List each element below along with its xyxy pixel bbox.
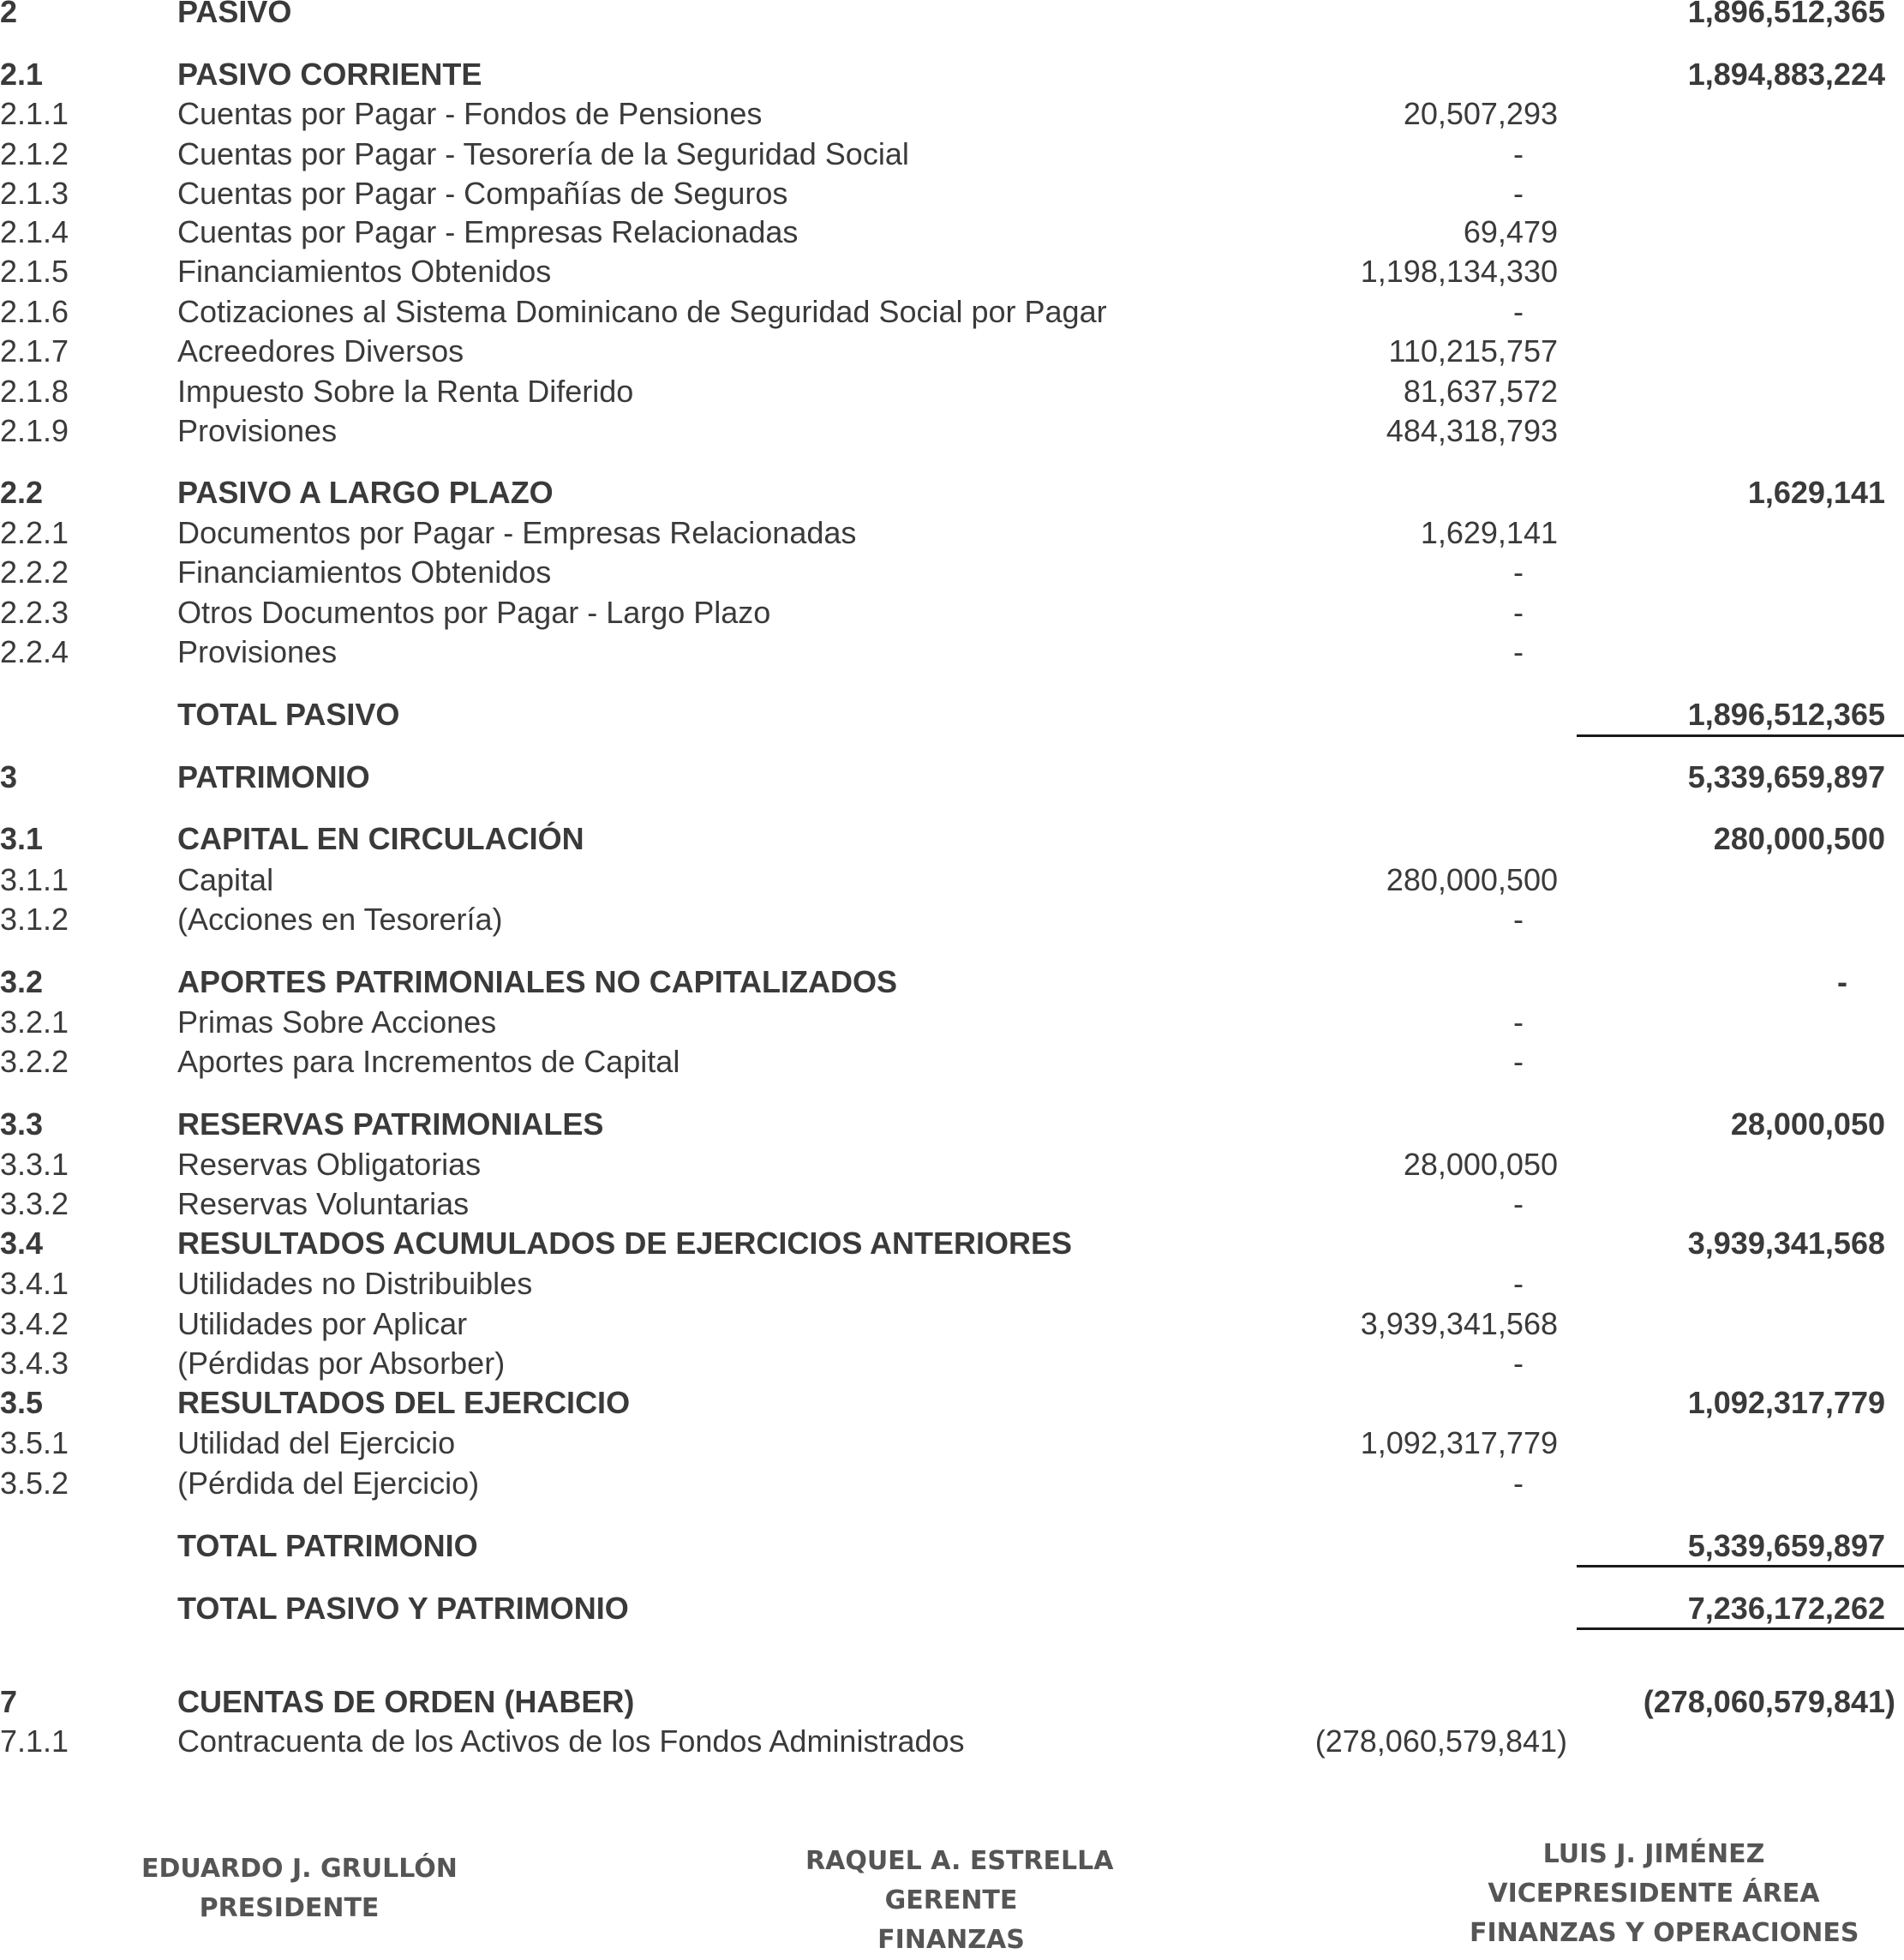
account-amount: 1,198,134,330 (1360, 254, 1558, 289)
account-code: 2.1.7 (0, 333, 69, 369)
account-amount: - (1513, 1004, 1524, 1040)
account-total: 1,629,141 (1747, 475, 1885, 510)
row-3-4-3 (0, 1344, 1904, 1383)
row-3-1-2 (0, 900, 1904, 939)
account-amount: 1,092,317,779 (1360, 1425, 1558, 1460)
row-3 (0, 758, 1904, 797)
account-description: Provisiones (177, 413, 338, 448)
row-3-5-2 (0, 1464, 1904, 1503)
signature-president (141, 1849, 458, 1928)
account-description: Capital (177, 862, 274, 897)
account-code: 2.1.1 (0, 96, 69, 131)
row-total-patrimonio (0, 1526, 1904, 1566)
row-7-1-1 (0, 1722, 1904, 1761)
account-code: 2.1.4 (0, 214, 69, 249)
account-code: 2.2 (0, 475, 44, 510)
account-description: Cuentas por Pagar - Empresas Relacionadas (177, 214, 799, 249)
account-description: Acreedores Diversos (177, 333, 464, 369)
account-description: Provisiones (177, 634, 338, 669)
account-amount: - (1513, 1044, 1524, 1079)
row-3-1 (0, 819, 1904, 859)
account-code: 3.4.1 (0, 1266, 69, 1301)
account-total: 28,000,050 (1730, 1106, 1885, 1142)
account-amount: - (1513, 176, 1524, 211)
account-description: RESULTADOS ACUMULADOS DE EJERCICIOS ANTERIORES (177, 1226, 1073, 1261)
account-description: TOTAL PATRIMONIO (177, 1528, 478, 1563)
row-2-2-4 (0, 632, 1904, 672)
account-code: 3.2 (0, 964, 44, 999)
account-code: 2.1.5 (0, 254, 69, 289)
account-amount: 69,479 (1463, 214, 1558, 249)
account-total: 280,000,500 (1713, 821, 1885, 856)
row-3-4 (0, 1224, 1904, 1263)
row-3-3-2 (0, 1184, 1904, 1224)
row-2-2-2 (0, 553, 1904, 592)
account-code: 2.1.8 (0, 374, 69, 409)
account-description: Reservas Obligatorias (177, 1147, 482, 1182)
account-code: 2.2.4 (0, 634, 69, 669)
account-code: 3.5 (0, 1385, 44, 1420)
account-description: (Acciones en Tesorería) (177, 902, 503, 937)
account-amount: 3,939,341,568 (1360, 1306, 1558, 1341)
row-2-1-4 (0, 213, 1904, 252)
account-description: Utilidades por Aplicar (177, 1306, 468, 1341)
row-2-1-5 (0, 252, 1904, 291)
row-2-1-7 (0, 332, 1904, 371)
signatory-title: PRESIDENTE (199, 1893, 380, 1923)
account-description: APORTES PATRIMONIALES NO CAPITALIZADOS (177, 964, 898, 999)
account-description: Reservas Voluntarias (177, 1186, 470, 1221)
account-description: Otros Documentos por Pagar - Largo Plazo (177, 595, 771, 630)
account-description: Impuesto Sobre la Renta Diferido (177, 374, 634, 409)
account-amount: - (1513, 902, 1524, 937)
account-code: 2.2.1 (0, 515, 69, 550)
signatory-name: RAQUEL A. ESTRELLA (805, 1846, 1114, 1876)
account-code: 3.4.2 (0, 1306, 69, 1341)
account-description: TOTAL PASIVO (177, 697, 400, 732)
total-underline (1577, 1627, 1904, 1630)
row-3-5-1 (0, 1424, 1904, 1463)
account-description: CUENTAS DE ORDEN (HABER) (177, 1684, 635, 1719)
row-3-3-1 (0, 1145, 1904, 1184)
account-amount: 20,507,293 (1403, 96, 1558, 131)
row-7 (0, 1682, 1904, 1722)
row-3-2-2 (0, 1042, 1904, 1082)
account-code: 3.1.1 (0, 862, 69, 897)
account-description: RESERVAS PATRIMONIALES (177, 1106, 604, 1142)
account-amount: - (1513, 595, 1524, 630)
account-code: 2.2.2 (0, 554, 69, 590)
row-2-1-9 (0, 411, 1904, 451)
account-code: 2.1.3 (0, 176, 69, 211)
account-total: 7,236,172,262 (1687, 1591, 1885, 1626)
total-underline (1577, 734, 1904, 737)
account-code: 3.1 (0, 821, 44, 856)
signatory-title: VICEPRESIDENTE ÁREA (1488, 1879, 1820, 1909)
signatory-area: FINANZAS (877, 1925, 1025, 1955)
account-description: PATRIMONIO (177, 759, 370, 794)
account-description: Cuentas por Pagar - Fondos de Pensiones (177, 96, 763, 131)
account-description: Utilidades no Distribuibles (177, 1266, 533, 1301)
row-2-2-3 (0, 593, 1904, 632)
row-2-1-1 (0, 94, 1904, 134)
row-2-1-2 (0, 135, 1904, 174)
account-total: - (1837, 964, 1847, 999)
row-2-2-1 (0, 513, 1904, 553)
account-code: 3.4 (0, 1226, 44, 1261)
row-3-3 (0, 1105, 1904, 1144)
account-code: 2.1.2 (0, 136, 69, 171)
account-amount: - (1513, 1186, 1524, 1221)
account-description: Cotizaciones al Sistema Dominicano de Seguridad Social por Pagar (177, 294, 1107, 329)
account-code: 3.5.2 (0, 1466, 69, 1501)
account-description: Cuentas por Pagar - Compañías de Seguros (177, 176, 788, 211)
account-description: CAPITAL EN CIRCULACIÓN (177, 821, 584, 856)
account-code: 3.1.2 (0, 902, 69, 937)
signatory-name: EDUARDO J. GRULLÓN (141, 1854, 458, 1884)
row-3-4-2 (0, 1304, 1904, 1344)
account-total: 5,339,659,897 (1687, 759, 1885, 794)
account-description: Documentos por Pagar - Empresas Relacionadas (177, 515, 857, 550)
account-description: Contracuenta de los Activos de los Fondos Administrados (177, 1723, 965, 1759)
row-3-1-1 (0, 860, 1904, 900)
account-description: Financiamientos Obtenidos (177, 254, 552, 289)
account-amount: 110,215,757 (1388, 333, 1558, 369)
account-amount: (278,060,579,841) (1314, 1723, 1567, 1759)
row-total-pasivo-patrimonio (0, 1589, 1904, 1628)
row-2-2 (0, 473, 1904, 512)
account-description: PASIVO A LARGO PLAZO (177, 475, 554, 510)
account-code: 3.2.2 (0, 1044, 69, 1079)
account-amount: - (1513, 554, 1524, 590)
account-code: 2.2.3 (0, 595, 69, 630)
account-code: 3 (0, 759, 18, 794)
account-total: 1,894,883,224 (1687, 57, 1885, 92)
account-code: 2.1.9 (0, 413, 69, 448)
account-code: 2 (0, 0, 18, 29)
account-amount: - (1513, 1346, 1524, 1381)
total-underline (1577, 1565, 1904, 1567)
account-description: Utilidad del Ejercicio (177, 1425, 456, 1460)
account-code: 2.1.6 (0, 294, 69, 329)
account-amount: 1,629,141 (1420, 515, 1558, 550)
signatory-title: GERENTE (884, 1885, 1018, 1915)
account-description: Aportes para Incrementos de Capital (177, 1044, 680, 1079)
row-2-1-6 (0, 292, 1904, 332)
account-total: 3,939,341,568 (1687, 1226, 1885, 1261)
account-amount: 28,000,050 (1403, 1147, 1558, 1182)
account-description: Financiamientos Obtenidos (177, 554, 552, 590)
account-amount: - (1513, 1466, 1524, 1501)
row-total-pasivo (0, 695, 1904, 734)
account-description: Cuentas por Pagar - Tesorería de la Seguridad Social (177, 136, 909, 171)
account-description: (Pérdidas por Absorber) (177, 1346, 506, 1381)
row-2-1-3 (0, 174, 1904, 213)
account-code: 7 (0, 1684, 18, 1719)
row-3-2 (0, 962, 1904, 1002)
account-total: (278,060,579,841) (1643, 1684, 1895, 1719)
row-3-4-1 (0, 1264, 1904, 1304)
account-amount: 81,637,572 (1403, 374, 1558, 409)
account-total: 5,339,659,897 (1687, 1528, 1885, 1563)
signatory-name: LUIS J. JIMÉNEZ (1542, 1839, 1765, 1869)
signatory-area: FINANZAS Y OPERACIONES (1470, 1918, 1859, 1948)
account-code: 3.4.3 (0, 1346, 69, 1381)
account-description: Primas Sobre Acciones (177, 1004, 497, 1040)
account-amount: - (1513, 136, 1524, 171)
row-3-2-1 (0, 1003, 1904, 1042)
account-description: PASIVO CORRIENTE (177, 57, 482, 92)
account-amount: - (1513, 1266, 1524, 1301)
account-total: 1,092,317,779 (1687, 1385, 1885, 1420)
row-3-5 (0, 1383, 1904, 1423)
signature-vp (1470, 1835, 1859, 1953)
account-amount: - (1513, 294, 1524, 329)
account-total: 1,896,512,365 (1687, 697, 1885, 732)
account-amount: 484,318,793 (1386, 413, 1558, 448)
account-code: 3.3.1 (0, 1147, 69, 1182)
account-code: 3.3.2 (0, 1186, 69, 1221)
account-code: 2.1 (0, 57, 44, 92)
account-description: TOTAL PASIVO Y PATRIMONIO (177, 1591, 629, 1626)
row-2 (0, 0, 1904, 32)
account-total: 1,896,512,365 (1687, 0, 1885, 29)
account-description: PASIVO (177, 0, 292, 29)
row-2-1 (0, 55, 1904, 94)
account-description: (Pérdida del Ejercicio) (177, 1466, 480, 1501)
account-description: RESULTADOS DEL EJERCICIO (177, 1385, 631, 1420)
account-code: 3.3 (0, 1106, 44, 1142)
account-amount: - (1513, 634, 1524, 669)
row-2-1-8 (0, 372, 1904, 411)
account-amount: 280,000,500 (1386, 862, 1558, 897)
account-code: 3.2.1 (0, 1004, 69, 1040)
signature-manager (805, 1842, 1114, 1960)
account-code: 3.5.1 (0, 1425, 69, 1460)
account-code: 7.1.1 (0, 1723, 69, 1759)
